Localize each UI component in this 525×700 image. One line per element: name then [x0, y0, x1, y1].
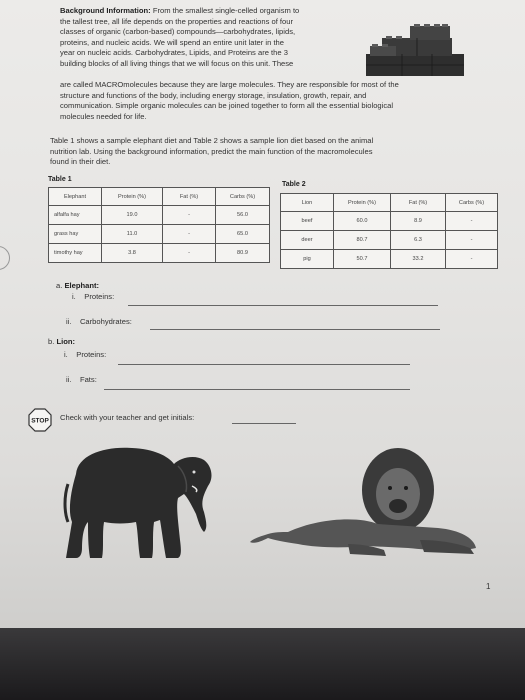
table-row: beef 60.0 8.9 - [281, 212, 498, 231]
answer-line-elephant-proteins[interactable] [128, 305, 438, 306]
question-b-ii: ii. Fats: [66, 375, 97, 384]
table1-elephant-diet [48, 187, 270, 263]
column-header: Protein (%) [102, 188, 163, 206]
table-header-row [49, 188, 270, 206]
column-header: Fat (%) [163, 188, 216, 206]
question-a-ii: ii. Carbohydrates: [66, 317, 132, 326]
table-row: alfalfa hay 19.0 - 56.0 [49, 206, 270, 225]
answer-line-lion-fats[interactable] [104, 389, 410, 390]
dark-background-surface [0, 628, 525, 700]
column-header: Lion [281, 194, 334, 212]
answer-line-lion-proteins[interactable] [118, 364, 410, 365]
column-header: Carbs (%) [216, 188, 270, 206]
table-row: timothy hay 3.8 - 80.9 [49, 244, 270, 263]
column-header: Elephant [49, 188, 102, 206]
column-header: Carbs (%) [446, 194, 498, 212]
teacher-initials-line[interactable] [232, 423, 296, 424]
question-b-heading: b. Lion: [48, 337, 76, 346]
table-row: pig 50.7 33.2 - [281, 250, 498, 269]
table1-title: Table 1 [48, 176, 72, 183]
background-heading: Background Information: [60, 6, 151, 15]
lego-bricks-image [362, 24, 468, 80]
question-b-i: i. Proteins: [64, 350, 107, 359]
column-header: Fat (%) [391, 194, 446, 212]
table-row: deer 80.7 6.3 - [281, 231, 498, 250]
stop-instruction: Check with your teacher and get initials: [60, 413, 195, 422]
question-a-heading: a. Elephant: [56, 281, 100, 290]
question-a-i: i. Proteins: [72, 292, 115, 301]
table-row: grass hay 11.0 - 65.0 [49, 225, 270, 244]
background-paragraph: Background Information: From the smallest single-celled organism to the tallest tree, all life depends on the properties and reactions of four classes of organic (carbon-based) compounds—carbohydrates, lipids, proteins, and nucleic acids. We will spend an entire unit later in the year on nucleic acids. Carbohydrates, Lipids, and Proteins are the 3 building blocks of all living things that we will focus on this unit. These [60, 6, 300, 68]
answer-line-elephant-carbohydrates[interactable] [150, 329, 440, 330]
lion-image [248, 444, 480, 562]
elephant-image [58, 436, 220, 564]
stop-sign-icon [28, 408, 52, 432]
binder-hole-mark [0, 246, 10, 270]
stop-sign-label: STOP [31, 417, 49, 425]
table2-lion-diet [280, 193, 498, 269]
background-paragraph-continued: are called MACROmolecules because they are large molecules. They are responsible for most of the structure and functions of the body, including energy storage, insulation, growth, repair, and communication. Simple organic molecules can be joined together to form all the essential biological molecules needed for life. [60, 80, 399, 121]
tables-intro-paragraph: Table 1 shows a sample elephant diet and Table 2 shows a sample lion diet based on the animal nutrition lab. Using the background information, predict the main function of the macromolecules found in their diet. [50, 136, 374, 166]
column-header: Protein (%) [334, 194, 391, 212]
table2-title: Table 2 [282, 181, 306, 188]
table-header-row [281, 194, 498, 212]
page-number: 1 [486, 582, 491, 591]
